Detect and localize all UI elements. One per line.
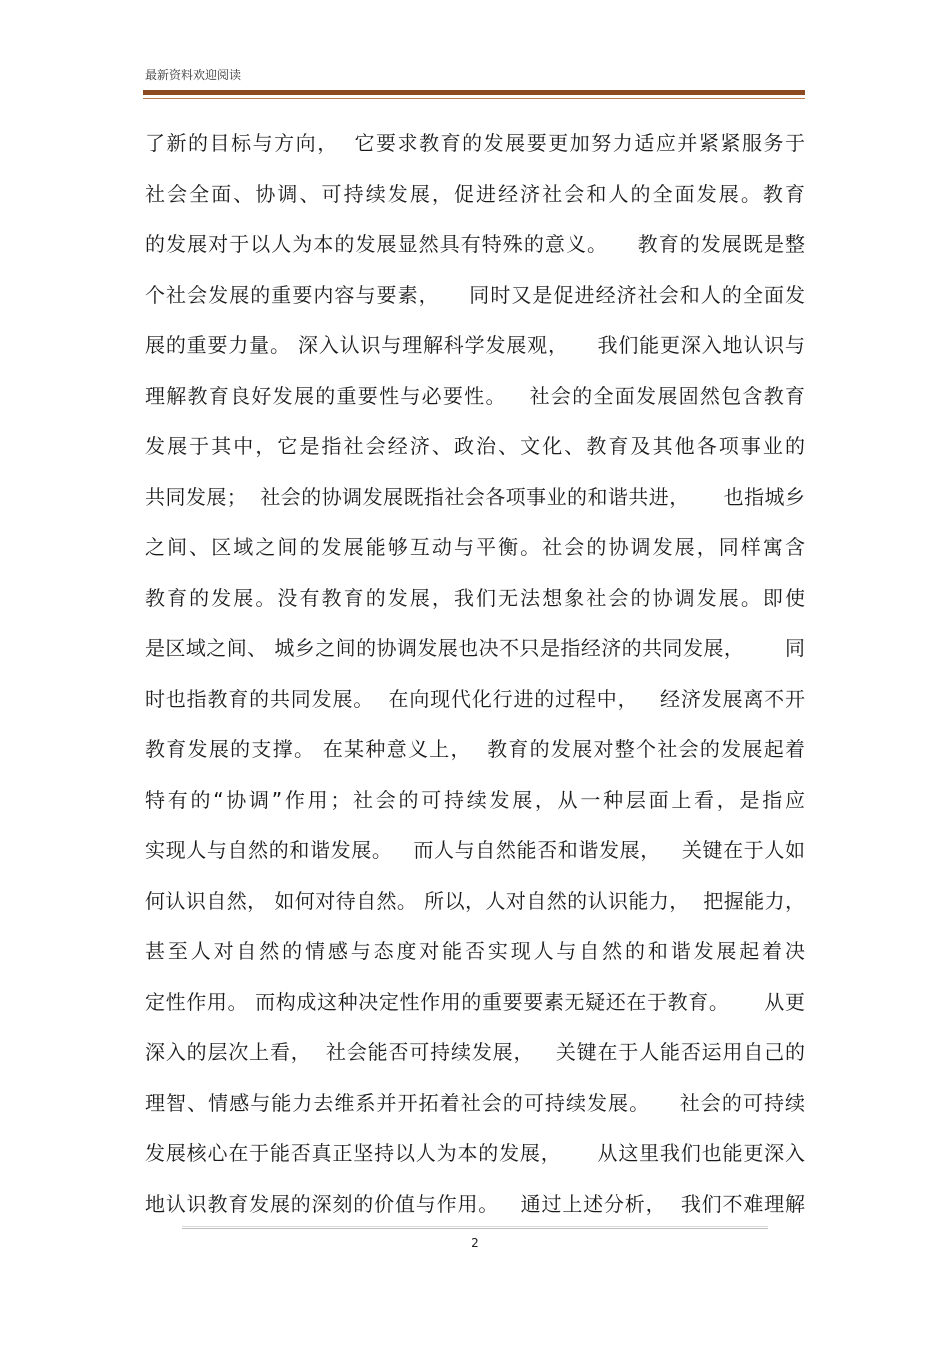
text-line: 理解教育良好发展的重要性与必要性。 社会的全面发展固然包含教育 xyxy=(145,383,805,408)
page-header: 最新资料欢迎阅读 xyxy=(145,68,242,82)
text-line: 社会全面、协调、可持续发展，促进经济社会和人的全面发展。教育 xyxy=(145,181,805,206)
text-line: 的发展对于以人为本的发展显然具有特殊的意义。 教育的发展既是整 xyxy=(145,232,805,256)
text-line: 地认识教育发展的深刻的价值与作用。 通过上述分析， 我们不难理解 xyxy=(145,1191,805,1216)
text-line: 是区域之间、 城乡之间的协调发展也决不只是指经济的共同发展， 同 xyxy=(145,636,805,660)
text-line: 共同发展； 社会的协调发展既指社会各项事业的和谐共进， 也指城乡 xyxy=(145,484,805,509)
text-line: 教育发展的支撑。 在某种意义上， 教育的发展对整个社会的发展起着 xyxy=(145,737,805,761)
text-line: 时也指教育的共同发展。 在向现代化行进的过程中， 经济发展离不开 xyxy=(145,686,805,711)
text-line: 定性作用。 而构成这种决定性作用的重要要素无疑还在于教育。 从更 xyxy=(145,989,805,1014)
text-line: 实现人与自然的和谐发展。 而人与自然能否和谐发展， 关键在于人如 xyxy=(145,838,805,862)
header-rule-thin xyxy=(143,98,805,99)
text-line: 教育的发展。没有教育的发展，我们无法想象社会的协调发展。即使 xyxy=(145,585,805,610)
footer-rule xyxy=(182,1226,768,1229)
page-number: 2 xyxy=(471,1236,479,1250)
text-line: 甚至人对自然的情感与态度对能否实现人与自然的和谐发展起着决 xyxy=(145,939,805,963)
text-line: 理智、情感与能力去维系并开拓着社会的可持续发展。 社会的可持续 xyxy=(145,1090,805,1115)
body-text xyxy=(145,118,805,1229)
text-line: 发展核心在于能否真正坚持以人为本的发展， 从这里我们也能更深入 xyxy=(145,1141,805,1165)
text-line: 之间、区域之间的发展能够互动与平衡。社会的协调发展，同样寓含 xyxy=(145,535,805,559)
text-line: 了新的目标与方向， 它要求教育的发展要更加努力适应并紧紧服务于 xyxy=(145,131,805,155)
text-line: 特有的“协调”作用；社会的可持续发展，从一种层面上看，是指应 xyxy=(145,787,805,812)
text-line: 展的重要力量。 深入认识与理解科学发展观， 我们能更深入地认识与 xyxy=(145,333,805,357)
text-line: 何认识自然， 如何对待自然。 所以，人对自然的认识能力， 把握能力， xyxy=(145,888,805,913)
text-line: 深入的层次上看， 社会能否可持续发展， 关键在于人能否运用自己的 xyxy=(145,1040,805,1064)
text-line: 发展于其中，它是指社会经济、政治、文化、教育及其他各项事业的 xyxy=(145,434,805,458)
header-rule-thick xyxy=(143,90,805,95)
text-line: 个社会发展的重要内容与要素， 同时又是促进经济社会和人的全面发 xyxy=(145,282,805,307)
